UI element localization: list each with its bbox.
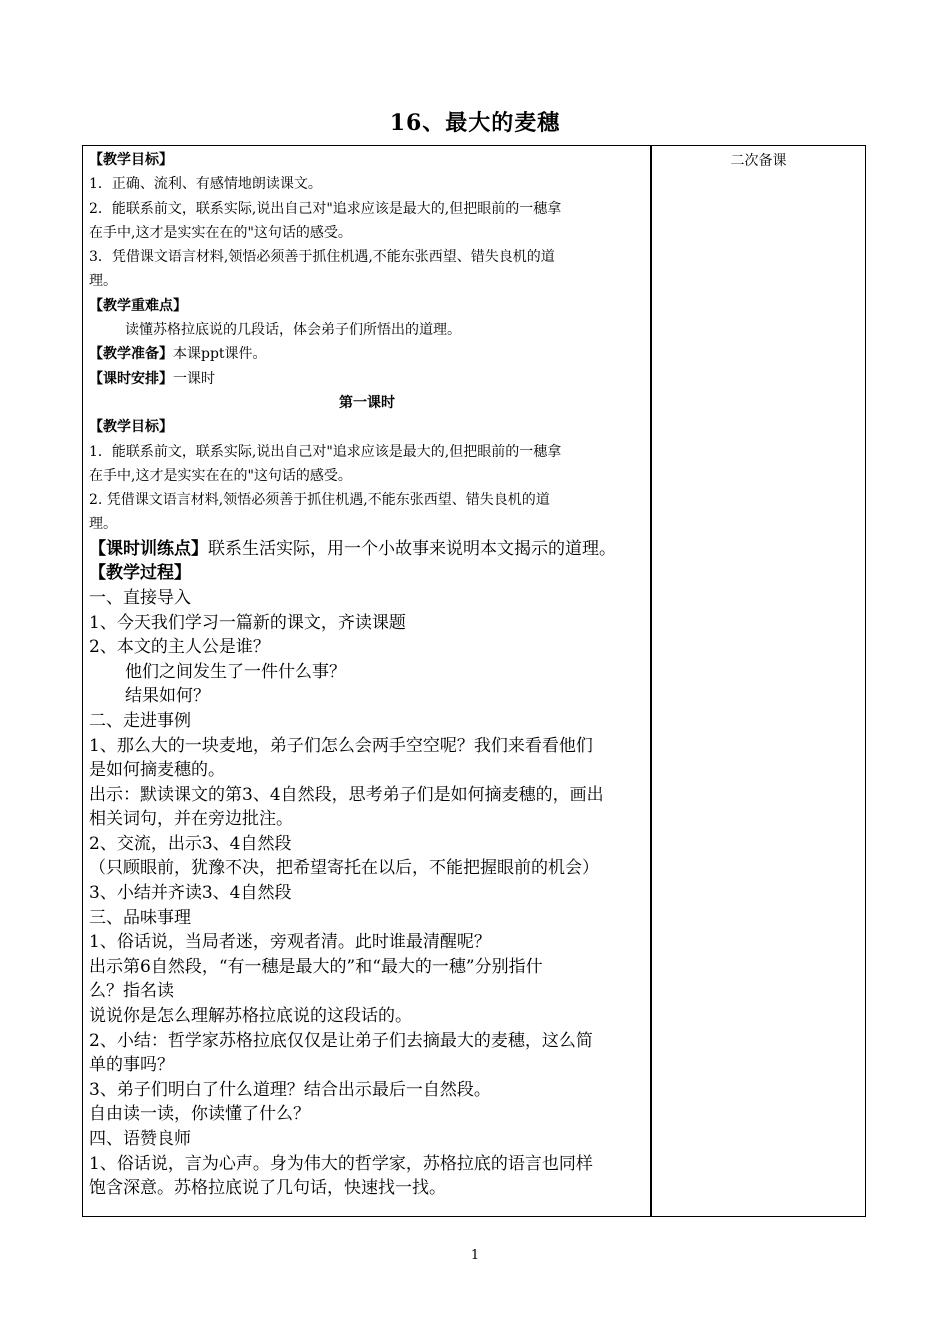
content-line bbox=[89, 512, 645, 536]
line-text: 本课ppt课件。 bbox=[173, 346, 267, 363]
line-text: 读懂苏格拉底说的几段话，体会弟子们所悟出的道理。 bbox=[125, 322, 461, 339]
content-line bbox=[89, 1127, 645, 1152]
line-text: 3、小结并齐读3、4自然段 bbox=[89, 883, 292, 904]
section-heading: 【教学重难点】 bbox=[89, 297, 187, 314]
content-line bbox=[89, 807, 645, 832]
line-text: 3．凭借课文语言材料,领悟必须善于抓住机遇,不能东张西望、错失良机的道 bbox=[89, 249, 555, 266]
line-text: 是如何摘麦穗的。 bbox=[89, 760, 225, 781]
content-line bbox=[89, 1029, 645, 1054]
content-line bbox=[89, 955, 645, 980]
content-line bbox=[89, 1004, 645, 1029]
line-text: 么？指名读 bbox=[89, 981, 174, 1002]
line-text: 2、本文的主人公是谁？ bbox=[89, 637, 270, 658]
section-heading: 【教学目标】 bbox=[89, 152, 173, 168]
content-line bbox=[89, 1102, 645, 1127]
line-text: 2. 凭借课文语言材料,领悟必须善于抓住机遇,不能东张西望、错失良机的道 bbox=[89, 492, 550, 509]
document-title: 16、最大的麦穗 bbox=[389, 110, 561, 136]
line-text: 3、弟子们明白了什么道理？结合出示最后一自然段。 bbox=[89, 1079, 491, 1100]
line-text: 理。 bbox=[89, 516, 117, 533]
content-line bbox=[89, 1053, 645, 1078]
line-text: 一课时 bbox=[173, 370, 215, 387]
line-text: 三、品味事理 bbox=[89, 907, 191, 928]
lesson-plan-table bbox=[82, 145, 866, 1217]
content-line bbox=[89, 783, 645, 808]
content-line bbox=[89, 881, 645, 906]
content-line bbox=[89, 979, 645, 1004]
lesson-content-cell bbox=[89, 148, 645, 1201]
section-heading: 【课时训练点】 bbox=[89, 538, 208, 559]
line-text: 1、俗话说，当局者迷，旁观者清。此时谁最清醒呢？ bbox=[89, 932, 491, 953]
line-text: （只顾眼前，犹豫不决，把希望寄托在以后，不能把握眼前的机会） bbox=[89, 858, 599, 879]
section-heading: 【教学过程】 bbox=[89, 563, 191, 584]
content-line bbox=[89, 148, 645, 172]
content-line bbox=[89, 611, 645, 636]
content-line bbox=[89, 758, 645, 783]
content-line bbox=[89, 415, 645, 439]
section-heading: 【教学准备】 bbox=[89, 346, 173, 363]
column-divider bbox=[650, 146, 652, 1216]
content-line bbox=[89, 172, 645, 196]
content-line bbox=[89, 488, 645, 512]
line-text: 饱含深意。苏格拉底说了几句话，快速找一找。 bbox=[89, 1178, 446, 1199]
content-line bbox=[89, 684, 645, 709]
content-line bbox=[89, 197, 645, 221]
line-text: 理。 bbox=[89, 273, 117, 290]
content-line bbox=[89, 294, 645, 318]
section-heading: 【课时安排】 bbox=[89, 370, 173, 387]
content-line bbox=[89, 391, 645, 415]
content-line bbox=[89, 367, 645, 391]
content-line bbox=[89, 930, 645, 955]
line-text: 在手中,这才是实实在在的"这句话的感受。 bbox=[89, 224, 352, 241]
line-text: 自由读一读，你读懂了什么？ bbox=[89, 1104, 310, 1125]
line-text: 2、小结：哲学家苏格拉底仅仅是让弟子们去摘最大的麦穗，这么简 bbox=[89, 1030, 593, 1051]
line-text: 2、交流，出示3、4自然段 bbox=[89, 833, 292, 854]
content-line bbox=[89, 856, 645, 881]
line-text: 1．能联系前文，联系实际,说出自己对"追求应该是最大的,但把眼前的一穗拿 bbox=[89, 443, 562, 460]
content-line bbox=[89, 832, 645, 857]
content-line bbox=[89, 464, 645, 488]
line-text: 出示：默读课文的第3、4自然段，思考弟子们是如何摘麦穗的，画出 bbox=[89, 784, 604, 805]
content-line bbox=[89, 440, 645, 464]
section-heading: 第一课时 bbox=[339, 394, 395, 411]
content-line bbox=[89, 1078, 645, 1103]
line-text: 一、直接导入 bbox=[89, 587, 191, 608]
second-preparation-header: 二次备课 bbox=[730, 153, 787, 169]
content-line bbox=[89, 906, 645, 931]
line-text: 在手中,这才是实实在在的"这句话的感受。 bbox=[89, 467, 352, 484]
content-line bbox=[89, 221, 645, 245]
line-text: 结果如何？ bbox=[125, 686, 210, 707]
content-line bbox=[89, 561, 645, 586]
line-text: 1、那么大的一块麦地，弟子们怎么会两手空空呢？我们来看看他们 bbox=[89, 735, 593, 756]
content-line bbox=[89, 269, 645, 293]
content-line bbox=[89, 586, 645, 611]
line-text: 二、走进事例 bbox=[89, 710, 191, 731]
content-line bbox=[89, 635, 645, 660]
content-line bbox=[89, 245, 645, 269]
line-text: 相关词句，并在旁边批注。 bbox=[89, 809, 293, 830]
page-number: 1 bbox=[470, 1248, 480, 1263]
line-text: 他们之间发生了一件什么事？ bbox=[125, 661, 346, 682]
line-text: 1、今天我们学习一篇新的课文，齐读课题 bbox=[89, 612, 406, 633]
content-line bbox=[89, 709, 645, 734]
line-text: 1．正确、流利、有感情地朗读课文。 bbox=[89, 176, 322, 193]
line-text: 单的事吗？ bbox=[89, 1055, 174, 1076]
content-line bbox=[89, 342, 645, 366]
content-line bbox=[89, 734, 645, 759]
line-text: 1、俗话说，言为心声。身为伟大的哲学家，苏格拉底的语言也同样 bbox=[89, 1153, 593, 1174]
content-line bbox=[89, 537, 645, 562]
line-text: 说说你是怎么理解苏格拉底说的这段话的。 bbox=[89, 1006, 412, 1027]
content-line bbox=[89, 660, 645, 685]
line-text: 出示第6自然段，“有一穗是最大的”和“最大的一穗”分别指什 bbox=[89, 956, 543, 977]
content-line bbox=[89, 318, 645, 342]
content-line bbox=[89, 1176, 645, 1201]
line-text: 联系生活实际，用一个小故事来说明本文揭示的道理。 bbox=[208, 538, 616, 559]
line-text: 2．能联系前文，联系实际,说出自己对"追求应该是最大的,但把眼前的一穗拿 bbox=[89, 200, 562, 217]
content-line bbox=[89, 1152, 645, 1177]
section-heading: 【教学目标】 bbox=[89, 419, 173, 436]
line-text: 四、语赞良师 bbox=[89, 1129, 191, 1149]
